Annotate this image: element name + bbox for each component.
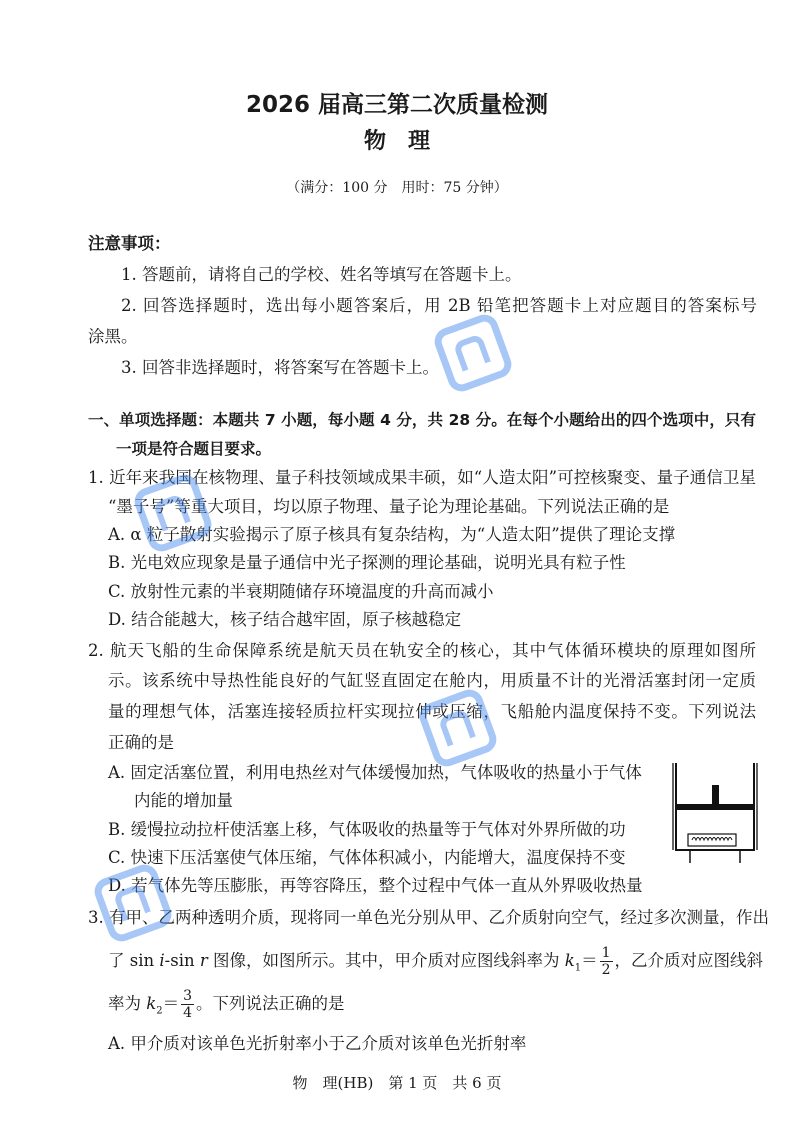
q3-k1-sub: 1 xyxy=(574,962,582,974)
note-item: 2. 回答选择题时，选出每小题答案后，用 2B 铅笔把答题卡上对应题目的答案标号 xyxy=(121,296,757,315)
q3-option-a: A. 甲介质对该单色光折射率小于乙介质对该单色光折射率 xyxy=(108,1034,527,1053)
subject-title: 物 理 xyxy=(363,129,430,154)
q2-option-a-cont: 内能的增加量 xyxy=(134,791,233,810)
note-item: 3. 回答非选择题时，将答案写在答题卡上。 xyxy=(121,358,439,377)
q1-option-d: D. 结合能越大，核子结合越牢固，原子核越稳定 xyxy=(108,610,462,629)
q1-stem: 1. 近年来我国在核物理、量子科技领域成果丰硕，如“人造太阳”可控核聚变、量子通信卫星 xyxy=(88,468,756,487)
notes-heading: 注意事项： xyxy=(88,234,171,253)
q1-option-a: A. α 粒子散射实验揭示了原子核具有复杂结构，为“人造太阳”提供了理论支撑 xyxy=(108,525,676,544)
q3-var-r: r xyxy=(199,951,208,970)
q1-stem: “墨子号”等重大项目，均以原子物理、量子论为理论基础。下列说法正确的是 xyxy=(108,497,670,516)
q2-stem: 2. 航天飞船的生命保障系统是航天员在轨安全的核心，其中气体循环模块的原理如图所 xyxy=(88,641,756,660)
q3-k2-fraction xyxy=(181,988,194,1021)
q3-k1-num: 1 xyxy=(601,945,611,961)
watermark-logo xyxy=(91,861,176,946)
q3-k1-den: 2 xyxy=(601,962,611,978)
q3-stem xyxy=(108,945,763,981)
q3-text: ，乙介质对应图线斜 xyxy=(614,951,764,970)
q3-text: -sin xyxy=(164,951,200,970)
q3-stem: 3. 有甲、乙两种透明介质，现将同一单色光分别从甲、乙介质射向空气，经过多次测量，作出 xyxy=(88,908,769,927)
q3-text: 了 sin xyxy=(108,951,160,970)
exam-info: （满分：100 分 用时：75 分钟） xyxy=(286,180,508,196)
q2-option-a: A. 固定活塞位置，利用电热丝对气体缓慢加热，气体吸收的热量小于气体 xyxy=(108,763,642,782)
section-heading: 一、单项选择题：本题共 7 小题，每小题 4 分，共 28 分。在每个小题给出的四个选项中，只有 xyxy=(88,411,756,429)
q3-text: 率为 xyxy=(108,994,147,1013)
q3-k2-den: 4 xyxy=(183,1005,193,1021)
q3-text: 图像，如图所示。其中，甲介质对应图线斜率为 xyxy=(207,951,565,970)
q3-k1-fraction xyxy=(600,945,613,978)
q2-stem: 示。该系统中导热性能良好的气缸竖直固定在舱内，用质量不计的光滑活塞封闭一定质 xyxy=(108,671,756,690)
q3-stem xyxy=(108,988,345,1024)
note-item: 1. 答题前，请将自己的学校、姓名等填写在答题卡上。 xyxy=(121,265,522,284)
q1-option-c: C. 放射性元素的半衰期随储存环境温度的升高而减小 xyxy=(108,582,494,601)
q3-k2-sub: 2 xyxy=(156,1005,163,1017)
q3-k2: k xyxy=(146,994,157,1013)
q2-option-c: C. 快速下压活塞使气体压缩，气体体积减小，内能增大，温度保持不变 xyxy=(108,848,626,867)
q3-text: 。下列说法正确的是 xyxy=(196,994,345,1013)
exam-title: 2026 届高三第二次质量检测 xyxy=(245,92,549,118)
cylinder-piston-diagram xyxy=(670,760,760,865)
q1-option-b: B. 光电效应现象是量子通信中光子探测的理论基础，说明光具有粒子性 xyxy=(108,553,626,572)
q3-k2-num: 3 xyxy=(183,988,193,1004)
watermark-logo xyxy=(431,311,516,396)
q3-var-i: i xyxy=(159,951,165,970)
note-item: 涂黑。 xyxy=(88,327,138,346)
page-footer: 物 理(HB) 第 1 页 共 6 页 xyxy=(292,1074,502,1092)
section-heading-cont: 一项是符合题目要求。 xyxy=(116,440,272,458)
watermark-logo xyxy=(416,686,501,771)
q3-k1: k xyxy=(564,951,575,970)
q2-option-b: B. 缓慢拉动拉杆使活塞上移，气体吸收的热量等于气体对外界所做的功 xyxy=(108,820,626,839)
q3-eq: ＝ xyxy=(162,994,180,1013)
q2-stem: 量的理想气体，活塞连接轻质拉杆实现拉伸或压缩，飞船舱内温度保持不变。下列说法 xyxy=(108,702,756,721)
q3-eq: ＝ xyxy=(581,951,598,970)
q2-option-d: D. 若气体先等压膨胀，再等容降压，整个过程中气体一直从外界吸收热量 xyxy=(108,876,643,895)
q2-stem: 正确的是 xyxy=(108,733,174,752)
